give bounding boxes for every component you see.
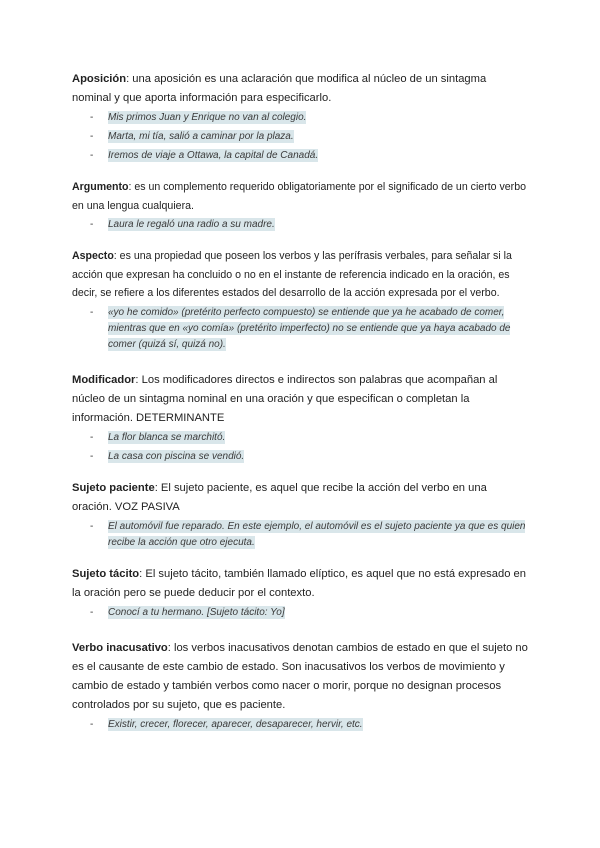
example-text: Marta, mi tía, salió a caminar por la plaza.	[108, 131, 294, 142]
example-text: Iremos de viaje a Ottawa, la capital de Canadá.	[108, 150, 319, 161]
bullet-dash: -	[90, 112, 94, 123]
example-list	[72, 717, 528, 733]
example-text: Existir, crecer, florecer, aparecer, desaparecer, hervir, etc.	[108, 718, 363, 730]
definition	[72, 639, 528, 715]
bullet-dash: -	[90, 150, 94, 161]
term: Verbo inacusativo	[72, 641, 168, 654]
example-text: Conocí a tu hermano. [Sujeto tácito: Yo]	[108, 606, 285, 618]
term: Argumento	[72, 181, 129, 193]
example-item	[90, 129, 528, 145]
definition	[72, 479, 528, 517]
entry-modificador	[72, 371, 528, 465]
definition	[72, 371, 528, 428]
bullet-dash: -	[90, 450, 94, 462]
example-item	[90, 717, 528, 733]
definition	[72, 247, 528, 303]
document-page	[72, 70, 528, 736]
definition-text: : es un complemento requerido obligatoriamente por el significado de un cierto verbo en una lengua cualquiera.	[72, 181, 526, 212]
term: Sujeto tácito	[72, 567, 140, 580]
example-list	[72, 305, 528, 353]
bullet-dash: -	[90, 219, 94, 231]
example-text: La casa con piscina se vendió.	[108, 450, 245, 462]
example-text: La flor blanca se marchitó.	[108, 431, 226, 443]
bullet-dash: -	[90, 606, 94, 618]
example-text: Laura le regaló una radio a su madre.	[108, 219, 275, 231]
definition-text: : los verbos inacusativos denotan cambios de estado en que el sujeto no es el causante de este cambio de estado. Son inacusativos los verbos de movimiento y cambio de estado y también verbos como nacer o morir, porque no designan procesos controlados por su sujeto, que es paciente.	[72, 641, 528, 711]
definition-text: : una aposición es una aclaración que modifica al núcleo de un sintagma nominal y que aporta información para especificarlo.	[72, 73, 487, 104]
definition	[72, 565, 528, 603]
example-item	[90, 148, 528, 164]
example-item	[90, 519, 528, 551]
term: Aspecto	[72, 250, 114, 263]
example-item	[90, 430, 528, 446]
definition-text: : es una propiedad que poseen los verbos y las perífrasis verbales, para señalar si la acción que expresan ha concluido o no en el instante de referencia indicado en la oración, es decir, se refiere a los diferentes estados del desarrollo de la acción expresada por el verbo.	[72, 250, 512, 300]
bullet-dash: -	[90, 131, 94, 142]
example-list	[72, 217, 528, 233]
bullet-dash: -	[90, 431, 94, 443]
entry-sujeto-tacito	[72, 565, 528, 621]
example-item	[90, 110, 528, 126]
term: Sujeto paciente	[72, 481, 155, 494]
definition-text: : El sujeto tácito, también llamado elíptico, es aquel que no está expresado en la oración pero se puede deducir por el contexto.	[72, 567, 526, 599]
example-item	[90, 217, 528, 233]
example-list	[72, 430, 528, 465]
definition-text: : El sujeto paciente, es aquel que recibe la acción del verbo en una oración. VOZ PASIVA	[72, 481, 487, 513]
definition-text: : Los modificadores directos e indirectos son palabras que acompañan al núcleo de un sintagma nominal en una oración y que especifican o completan la información. DETERMINANTE	[72, 373, 498, 424]
bullet-dash: -	[90, 520, 94, 532]
entry-verbo-inacusativo	[72, 639, 528, 733]
example-list	[72, 605, 528, 621]
entry-sujeto-paciente	[72, 479, 528, 551]
example-text: Mis primos Juan y Enrique no van al colegio.	[108, 112, 307, 123]
bullet-dash: -	[90, 306, 94, 318]
definition	[72, 70, 528, 108]
entry-argumento	[72, 178, 528, 233]
entry-aposicion	[72, 70, 528, 164]
example-list	[72, 519, 528, 551]
term: Modificador	[72, 373, 136, 386]
example-list	[72, 110, 528, 164]
example-text: «yo he comido» (pretérito perfecto compuesto) se entiende que ya he acabado de comer, mientras que en «yo comía» (pretérito imperfecto) no se entiende que ya haya acabado de comer (quizá sí, quizá no).	[108, 306, 511, 350]
example-item	[90, 605, 528, 621]
example-text: El automóvil fue reparado. En este ejemplo, el automóvil es el sujeto paciente ya que es quien recibe la acción que otro ejecuta.	[108, 520, 526, 548]
example-item	[90, 305, 528, 353]
term: Aposición	[72, 73, 127, 85]
example-item	[90, 449, 528, 465]
entry-aspecto	[72, 247, 528, 353]
definition	[72, 178, 528, 215]
bullet-dash: -	[90, 718, 94, 730]
